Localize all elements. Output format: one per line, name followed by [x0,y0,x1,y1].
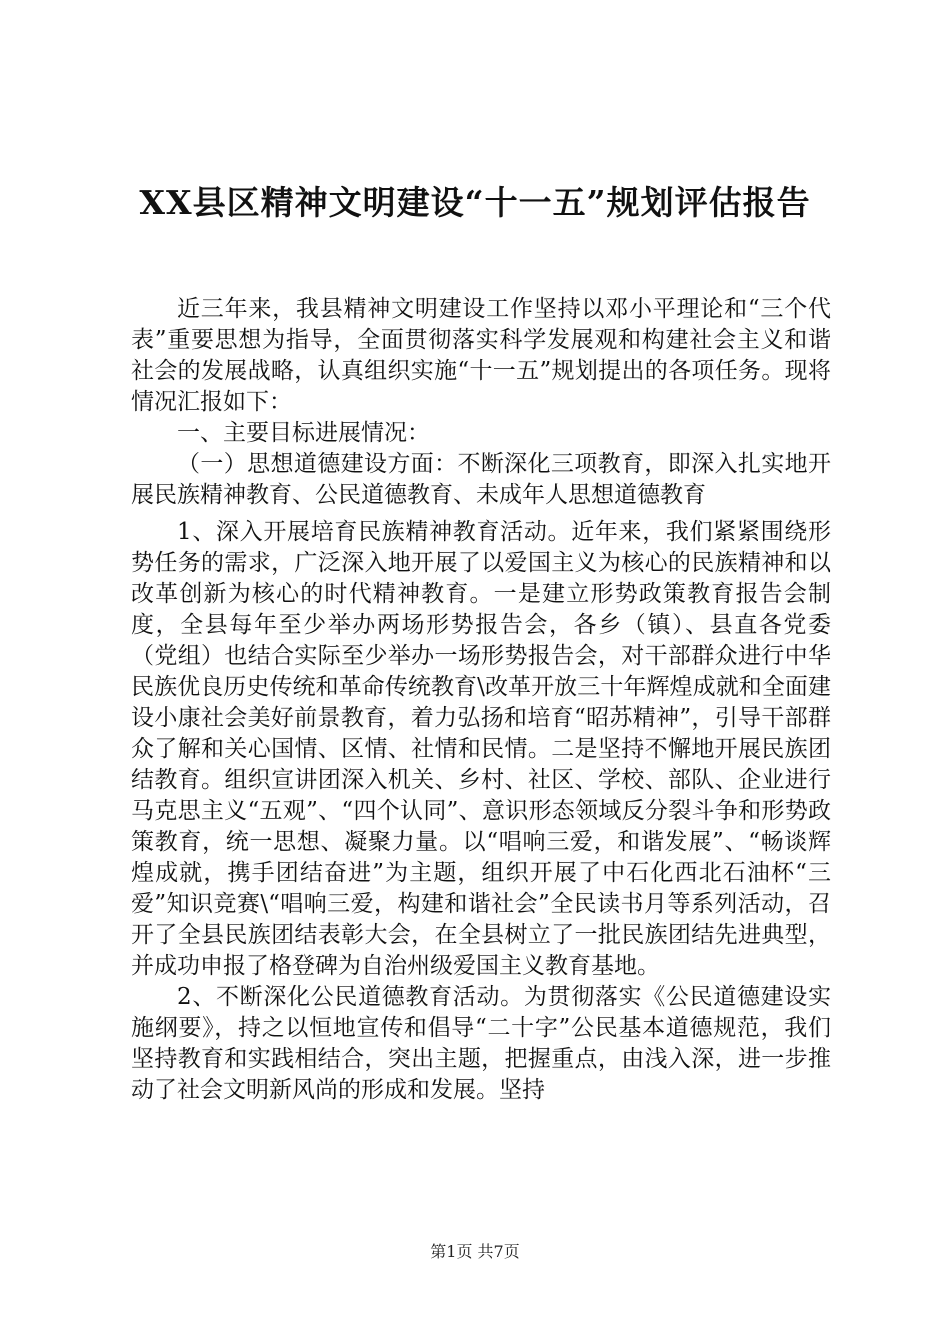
body-paragraph-2: 2、不断深化公民道德教育活动。为贯彻落实《公民道德建设实施纲要》，持之以恒地宣传和倡导“二十字”公民基本道德规范，我们坚持教育和实践相结合，突出主题，把握重点，由浅入深，进一步推动了社会文明新风尚的形成和发展。坚持 [131,984,831,1103]
document-title: XX县区精神文明建设“十一五”规划评估报告 [139,183,811,222]
intro-paragraph: 近三年来，我县精神文明建设工作坚持以邓小平理论和“三个代表”重要思想为指导，全面贯彻落实科学发展观和构建社会主义和谐社会的发展战略，认真组织实施“十一五”规划提出的各项任务。现将情况汇报如下： [131,296,831,415]
page-number-footer: 第1页 共7页 [430,1242,520,1261]
section-heading: 一、主要目标进展情况： [177,420,430,446]
document-body [131,294,831,1106]
body-paragraph-1: 1、深入开展培育民族精神教育活动。近年来，我们紧紧围绕形势任务的需求，广泛深入地开展了以爱国主义为核心的民族精神和以改革创新为核心的时代精神教育。一是建立形势政策教育报告会制度，全县每年至少举办两场形势报告会，各乡（镇）、县直各党委（党组）也结合实际至少举办一场形势报告会，对干部群众进行中华民族优良历史传统和革命传统教育\改革开放三十年辉煌成就和全面建设小康社会美好前景教育，着力弘扬和培育“昭苏精神”，引导干部群众了解和关心国情、区情、社情和民情。二是坚持不懈地开展民族团结教育。组织宣讲团深入机关、乡村、社区、学校、部队、企业进行马克思主义“五观”、“四个认同”、意识形态领域反分裂斗争和形势政策教育，统一思想、凝聚力量。以“唱响三爱，和谐发展”、“畅谈辉煌成就，携手团结奋进”为主题，组织开展了中石化西北石油杯“三爱”知识竞赛\“唱响三爱，构建和谐社会”全民读书月等系列活动，召开了全县民族团结表彰大会，在全县树立了一批民族团结先进典型，并成功申报了格登碑为自治州级爱国主义教育基地。 [131,519,831,979]
subsection-heading: （一）思想道德建设方面：不断深化三项教育，即深入扎实地开展民族精神教育、公民道德教育、未成年人思想道德教育 [131,451,831,508]
